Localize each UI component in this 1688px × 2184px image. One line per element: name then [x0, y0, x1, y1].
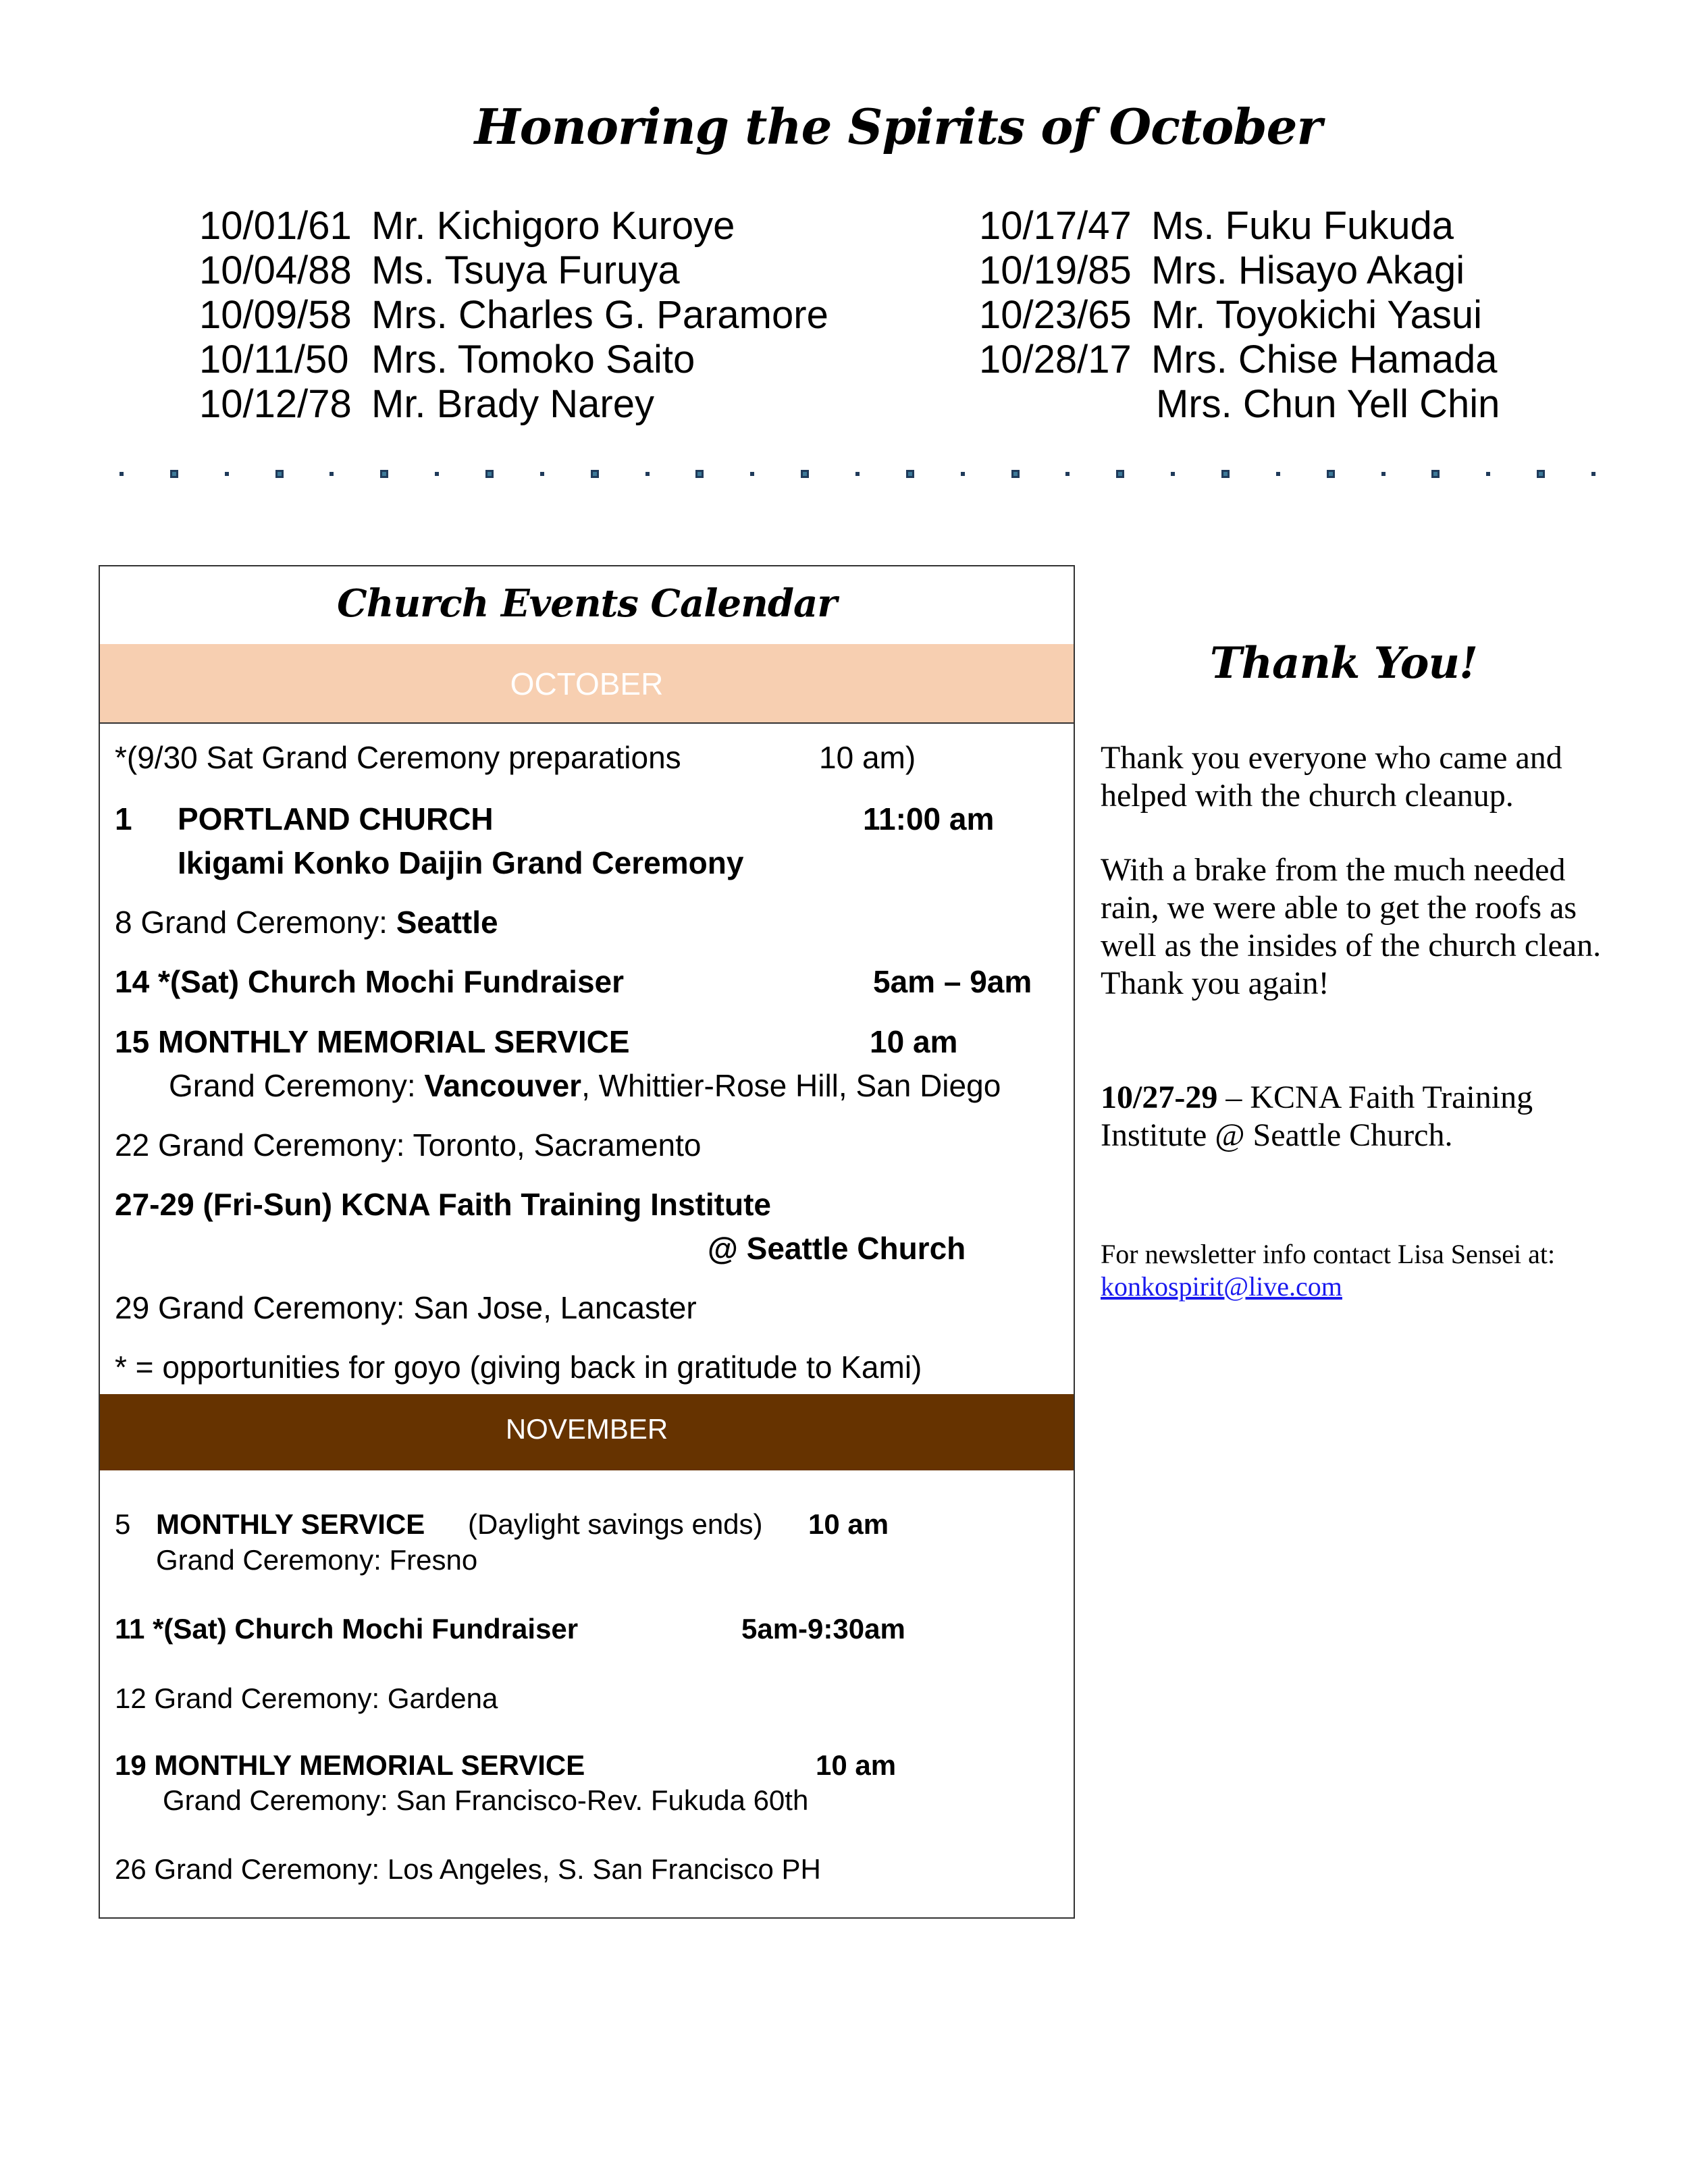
- divider-dot: [170, 470, 178, 478]
- memorial-date: 10/19/85: [979, 248, 1132, 292]
- memorial-entry: [199, 293, 828, 338]
- event-announcement: [1101, 1079, 1614, 1154]
- announcement-text: – KCNA Faith Training Institute @ Seattle Church.: [1101, 1080, 1533, 1153]
- divider-dot: [120, 472, 124, 476]
- dotted-divider: [122, 470, 1593, 482]
- event-time: 10 am: [870, 1024, 958, 1059]
- memorial-entry: [199, 382, 828, 427]
- calendar-title: Church Events Calendar: [337, 581, 837, 626]
- divider-dot: [906, 470, 914, 478]
- event-location: Seattle: [396, 905, 498, 940]
- memorial-list-right: [979, 204, 1500, 427]
- memorial-name: Mrs. Chun Yell Chin: [1156, 382, 1500, 426]
- divider-dot: [750, 472, 754, 476]
- divider-dot: [1065, 472, 1070, 476]
- event-title: 15 MONTHLY MEMORIAL SERVICE: [115, 1024, 630, 1059]
- memorial-name: Mrs. Charles G. Paramore: [371, 293, 828, 337]
- event-time: 5am – 9am: [873, 964, 1032, 999]
- event-title: PORTLAND CHURCH: [178, 801, 494, 836]
- event-location: Vancouver: [424, 1068, 582, 1103]
- event-day: 1: [115, 801, 132, 836]
- calendar-header: [100, 566, 1074, 645]
- event-text: 8 Grand Ceremony:: [115, 905, 396, 940]
- event-entry: [115, 904, 498, 940]
- event-time: 5am-9:30am: [741, 1613, 905, 1645]
- event-title: MONTHLY SERVICE: [156, 1508, 425, 1540]
- thank-you-paragraph: With a brake from the much needed rain, we were able to get the roofs as well as the insides of the church clean. Thank you again!: [1101, 852, 1602, 1001]
- email-link[interactable]: konkospirit@live.com: [1101, 1271, 1342, 1302]
- event-text: 12 Grand Ceremony: Gardena: [115, 1682, 498, 1714]
- memorial-entry: [979, 248, 1500, 293]
- event-subtitle: Grand Ceremony: San Francisco-Rev. Fukuda 60th: [163, 1784, 809, 1816]
- divider-dot: [1591, 472, 1595, 476]
- divider-dot: [275, 470, 284, 478]
- memorial-name: Mr. Kichigoro Kuroye: [371, 204, 735, 248]
- memorial-date: 10/23/65: [979, 293, 1132, 337]
- memorial-name: Mrs. Chise Hamada: [1151, 338, 1498, 381]
- announcement-dates: 10/27-29: [1101, 1080, 1218, 1115]
- memorial-name: Ms. Fuku Fukuda: [1151, 204, 1454, 248]
- divider-dot: [1011, 470, 1020, 478]
- event-subtitle: @ Seattle Church: [708, 1231, 966, 1266]
- contact-text: For newsletter info contact Lisa Sensei at:: [1101, 1239, 1556, 1269]
- divider-dot: [540, 472, 544, 476]
- memorial-name: Ms. Tsuya Furuya: [371, 248, 680, 292]
- october-bar: [100, 644, 1074, 724]
- divider-dot: [591, 470, 599, 478]
- memorial-entry: [979, 204, 1500, 248]
- contact-info: [1101, 1238, 1614, 1303]
- memorial-date: 10/17/47: [979, 204, 1132, 248]
- divider-dot: [801, 470, 809, 478]
- memorial-date: 10/11/50: [199, 338, 349, 381]
- event-title: 27-29 (Fri-Sun) KCNA Faith Training Institute: [115, 1187, 771, 1222]
- event-time: 10 am): [819, 740, 916, 775]
- thank-you-paragraph: Thank you everyone who came and helped with the church cleanup.: [1101, 740, 1562, 814]
- memorial-date: 10/09/58: [199, 293, 352, 337]
- event-title: 14 *(Sat) Church Mochi Fundraiser: [115, 964, 625, 999]
- event-text: 26 Grand Ceremony: Los Angeles, S. San Francisco PH: [115, 1853, 821, 1885]
- divider-dot: [225, 472, 229, 476]
- event-text: , Whittier-Rose Hill, San Diego: [581, 1068, 1001, 1103]
- event-time: 10 am: [808, 1508, 889, 1540]
- divider-dot: [645, 472, 650, 476]
- event-time: 11:00 am: [863, 801, 995, 836]
- thank-you-title: Thank You!: [1209, 638, 1478, 689]
- event-text: Grand Ceremony:: [169, 1068, 425, 1103]
- memorial-entry: [199, 204, 828, 248]
- divider-dot: [435, 472, 439, 476]
- divider-dot: [329, 472, 334, 476]
- memorial-entry: [979, 382, 1500, 427]
- events-calendar: [99, 565, 1075, 1919]
- divider-dot: [1116, 470, 1124, 478]
- october-label: OCTOBER: [510, 666, 664, 701]
- memorial-entry: [199, 248, 828, 293]
- divider-dot: [1431, 470, 1440, 478]
- memorial-entry: [979, 338, 1500, 382]
- event-title: 19 MONTHLY MEMORIAL SERVICE: [115, 1749, 585, 1781]
- event-time: 10 am: [816, 1749, 897, 1781]
- divider-dot: [695, 470, 704, 478]
- divider-dot: [1171, 472, 1175, 476]
- november-label: NOVEMBER: [505, 1413, 668, 1445]
- divider-dot: [1381, 472, 1386, 476]
- memorial-list-left: [199, 204, 828, 427]
- memorial-date: 10/04/88: [199, 248, 352, 292]
- memorial-entry: [199, 338, 828, 382]
- divider-dot: [855, 472, 860, 476]
- goyo-note: * = opportunities for goyo (giving back in gratitude to Kami): [115, 1350, 922, 1385]
- divider-dot: [1221, 470, 1230, 478]
- divider-dot: [1537, 470, 1545, 478]
- event-text: 22 Grand Ceremony: Toronto, Sacramento: [115, 1127, 702, 1163]
- event-title: 11 *(Sat) Church Mochi Fundraiser: [115, 1613, 579, 1645]
- memorial-name: Mr. Brady Narey: [371, 382, 654, 426]
- memorial-name: Mr. Toyokichi Yasui: [1151, 293, 1482, 337]
- event-text: 29 Grand Ceremony: San Jose, Lancaster: [115, 1290, 697, 1325]
- memorial-entry: [979, 293, 1500, 338]
- event-text: *(9/30 Sat Grand Ceremony preparations: [115, 740, 681, 775]
- divider-dot: [1327, 470, 1335, 478]
- event-subtitle: Grand Ceremony: Fresno: [156, 1544, 478, 1576]
- event-day: 5: [115, 1508, 131, 1540]
- memorial-name: Mrs. Tomoko Saito: [371, 338, 695, 381]
- memorial-name: Mrs. Hisayo Akagi: [1151, 248, 1465, 292]
- divider-dot: [1276, 472, 1280, 476]
- memorial-date: 10/12/78: [199, 382, 352, 426]
- page-title: Honoring the Spirits of October: [474, 98, 1322, 155]
- divider-dot: [485, 470, 494, 478]
- event-subtitle: Ikigami Konko Daijin Grand Ceremony: [178, 845, 744, 880]
- divider-dot: [961, 472, 965, 476]
- memorial-date: 10/01/61: [199, 204, 352, 248]
- event-note: (Daylight savings ends): [468, 1508, 763, 1540]
- memorial-date: 10/28/17: [979, 338, 1132, 381]
- event-subtitle: [169, 1067, 1001, 1104]
- november-bar: [100, 1394, 1074, 1470]
- divider-dot: [1486, 472, 1490, 476]
- divider-dot: [380, 470, 388, 478]
